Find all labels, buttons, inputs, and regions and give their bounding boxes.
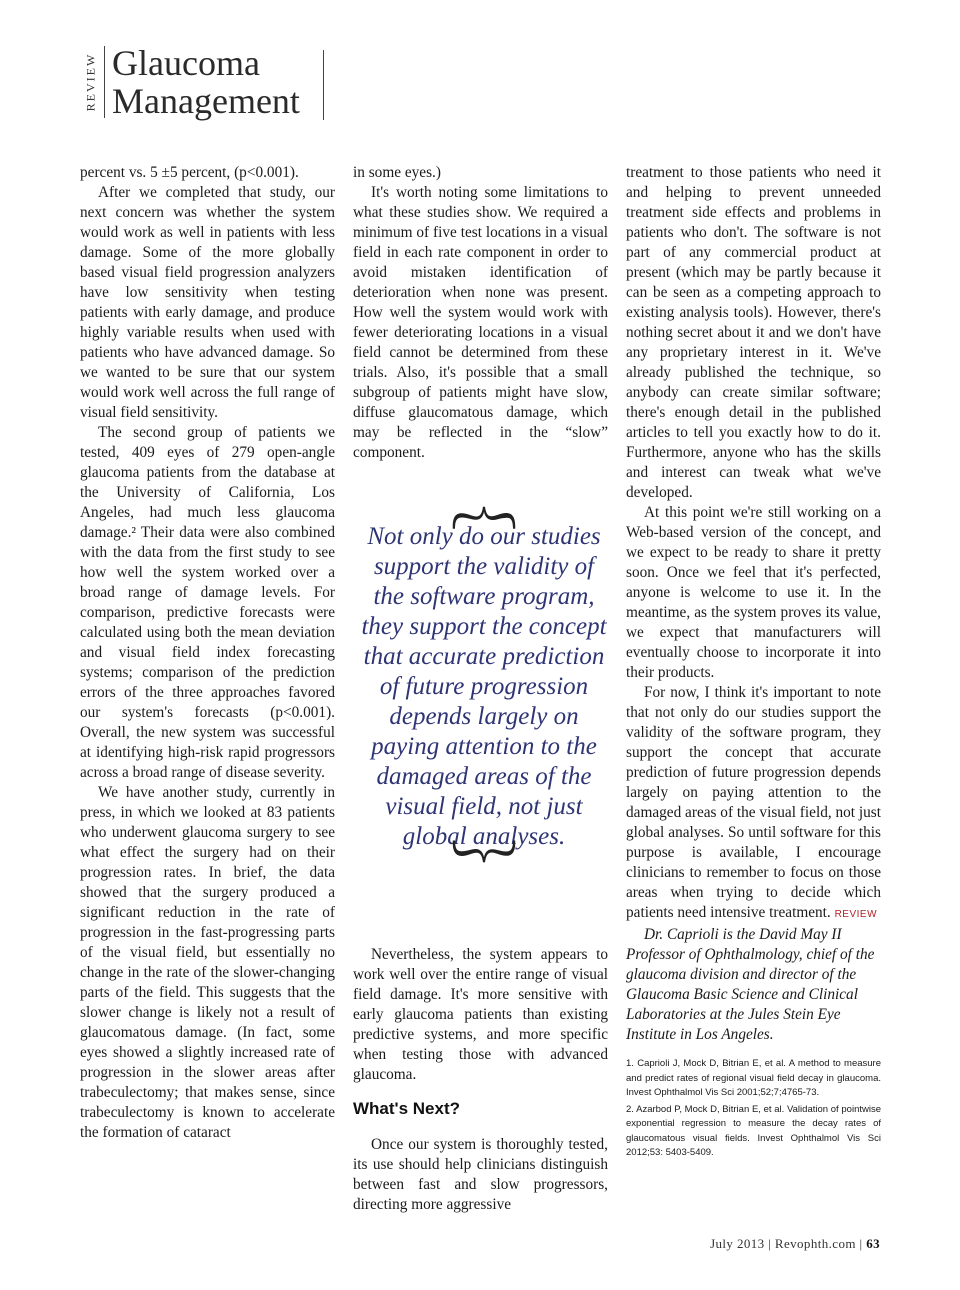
page-footer: [710, 1236, 880, 1252]
paragraph: We have another study, currently in press, in which we looked at 83 patients who underwent glaucoma surgery to see what effect the surgery had on their progression rates. In brief, the data showed that the surgery produced a significant reduction in the rate of progression in the fast-progressing parts of the visual field, but essentially no change in the rate of the slower-changing parts of the field. This suggests that the slower change is likely not a result of glaucomatous damage. (In fact, some eyes showed a slightly increased rate of progression in the slower areas after trabeculectomy; that makes sense, since trabeculectomy is known to accelerate the formation of cataract: [80, 784, 335, 1141]
footer-issue: July 2013 | Revophth.com |: [710, 1236, 867, 1251]
references: [626, 1057, 881, 1161]
reference-item: 2. Azarbod P, Mock D, Bitrian E, et al. Validation of pointwise exponential regression to measure the decay rates of glaucomatous visual fields. Invest Ophthalmol Vis Sci 2012;53: 5403-5409.: [626, 1103, 881, 1158]
paragraph-text: For now, I think it's important to note that not only do our studies support the validity of the software program, they support the concept that accurate prediction of future progression depends largely on paying attention to the damaged areas of the visual field, not just global analyses. So until software for this purpose is available, I encourage clinicians to remember to focus on those areas when trying to decide which patients need intensive treatment.: [626, 684, 881, 921]
paragraph: At this point we're still working on a Web-based version of the concept, and we expect to be ready to share it pretty soon. Once we feel that it's perfected, anyone is welcome to use it. In the meantime, as the system proves its value, we expect that manufacturers will eventually choose to incorporate it into their products.: [626, 504, 881, 681]
brace-bottom-icon: ︸: [452, 839, 516, 913]
column-3: [626, 163, 881, 1163]
paragraph: in some eyes.): [353, 164, 441, 181]
page-title: [112, 44, 300, 120]
page-number: 63: [866, 1236, 880, 1251]
paragraph: It's worth noting some limitations to what these studies show. We required a minimum of five test locations in a visual field in each rate component in order to avoid mistaken identification of deterioration when none was present. How well the system would work with fewer deteriorating locations in a visual field cannot be determined from these trials. Also, it's possible that a small subgroup of patients might have slow, diffuse glaucomatous damage, which may be reflected in the “slow” component.: [353, 184, 608, 461]
paragraph: The second group of patients we tested, 409 eyes of 279 open-angle glaucoma patients from the database at the University of California, Los Angeles, had much less glaucoma damage.² Their data were also combined with the data from the first study to see how well the system worked over a broad range of damage levels. For comparison, predictive forecasts were calculated using both the mean deviation and visual field index forecasting systems; comparison of the prediction errors of the three approaches favored our system's forecasts (p<0.001). Overall, the new system was successful at identifying high-risk rapid progressors across a broad range of disease severity.: [80, 424, 335, 781]
header-divider: [104, 46, 105, 118]
pull-quote: [356, 463, 612, 913]
paragraph: Nevertheless, the system appears to work well over the entire range of visual field damage. It's more sensitive with early glaucoma patients than existing predictive systems, and more specific when testing those with advanced glaucoma.: [353, 946, 608, 1083]
title-line-2: Management: [112, 81, 300, 121]
section-subhead: What's Next?: [353, 1099, 460, 1118]
paragraph: [626, 683, 881, 925]
title-line-1: Glaucoma: [112, 43, 260, 83]
paragraph: percent vs. 5 ±5 percent, (p<0.001).: [80, 164, 299, 181]
section-label: REVIEW: [83, 52, 98, 112]
paragraph: Once our system is thoroughly tested, its use should help clinicians distinguish between fast and slow progressors, directing more aggressive: [353, 1136, 608, 1213]
paragraph: After we completed that study, our next concern was whether the system would work as well in patients with less damage. Some of the more globally based visual field progression analyzers have low sensitivity when testing patients with early damage, and produce highly variable results when used with patients who have advanced damage. So we wanted to be sure that our system would work well across the full range of visual field sensitivity.: [80, 184, 335, 421]
paragraph: treatment to those patients who need it and helping to prevent unneeded treatment side effects and problems in patients who don't. The software is not part of any commercial product at present (which may be partly because it can be seen as a competing approach to existing analysis tools). However, there's nothing secret about it and we don't have any proprietary interest in it. We've already published the technique, so anybody can create similar software; there's enough detail in the published articles to tell you exactly how to do it. Furthermore, anyone who has the skills and interest can tweak what we've developed.: [626, 164, 881, 501]
brace-top-icon: ︷: [452, 463, 516, 537]
column-1: [80, 163, 335, 1143]
reference-item: 1. Caprioli J, Mock D, Bitrian E, et al. A method to measure and predict rates of regional visual field decay in glaucoma. Invest Ophthalmol Vis Sci 2001;52;7;4765-73.: [626, 1058, 881, 1098]
header-divider-right: [323, 50, 324, 120]
author-bio: Dr. Caprioli is the David May II Professor of Ophthalmology, chief of the glaucoma division and director of the Glaucoma Basic Science and Clinical Laboratories at the Jules Stein Eye Institute in Los Angeles.: [626, 926, 875, 1043]
pull-quote-text: Not only do our studies support the validity of the software program, they support the concept that accurate prediction of future progression depends largely on paying attention to the damaged areas of the visual field, not just global analyses.: [361, 523, 607, 850]
end-tag: REVIEW: [834, 909, 878, 920]
